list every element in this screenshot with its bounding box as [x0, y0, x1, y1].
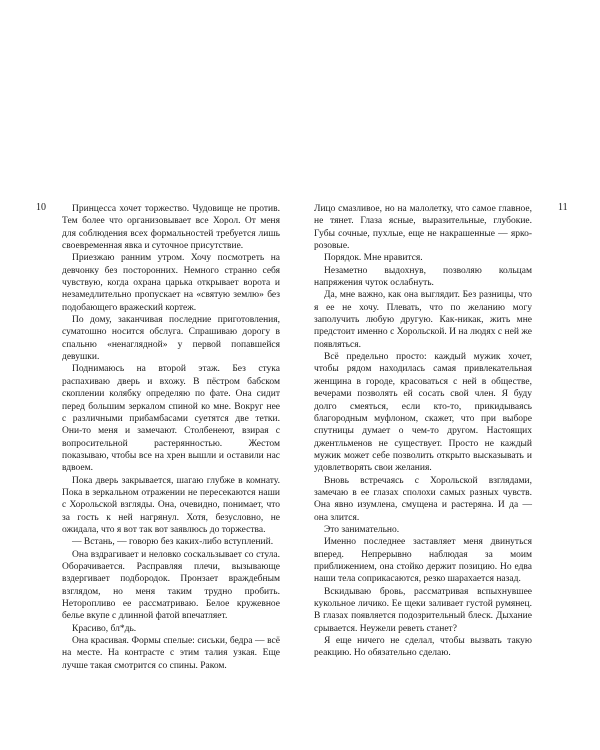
paragraph: Да, мне важно, как она выглядит. Без разницы, что я ее не хочу. Плевать, что по желанию могу заполучить любую другую. Как-никак, жить мне предстоит именно с Хорольской. И на людях с ней же появляться.: [314, 290, 532, 350]
paragraph: По дому, заканчивая последние приготовления, суматошно носится обслуга. Спрашиваю дорогу в спальню «ненаглядной» у первой попавшейся девушки.: [62, 315, 280, 363]
left-page-text: [62, 203, 280, 672]
paragraph: Всё предельно просто: каждый мужик хочет, чтобы рядом находилась самая привлекательная женщина в городе, красоваться с ней в обществе, вечерами позволять ей сосать свой член. Я буду долго смеяться, если кто-то, прикидываясь благородным муфлоном, скажет, что при выборе спутницы думает о чем-то другом. Настоящих джентльменов не существует. Просто не каждый мужик может себе позволить открыто высказывать и удовлетворять свои желания.: [314, 352, 532, 474]
paragraph: Я еще ничего не сделал, чтобы вызвать такую реакцию. Но обязательно сделаю.: [314, 636, 532, 659]
paragraph: Порядок. Мне нравится.: [324, 253, 423, 264]
paragraph: Именно последнее заставляет меня двинуться вперед. Непрерывно наблюдая за моим приближением, она стойко держит позицию. Но едва наши тела соприкасаются, резко шарахается назад.: [314, 537, 532, 585]
paragraph: Приезжаю ранним утром. Хочу посмотреть на девчонку без посторонних. Немного странно себя чувствую, когда охрана царька открывает ворота и незамедлительно пропускает на «святую землю» без подобающего вражеский кортеж.: [62, 253, 280, 313]
paragraph: Красиво, бл*дь.: [72, 623, 137, 634]
paragraph: Поднимаюсь на второй этаж. Без стука распахиваю дверь и вхожу. В пёстром бабском скоплении колябку определяю по фате. Она сидит перед большим зеркалом спиной ко мне. Вокруг нее с различными прибамбасами суетятся две тетки. Они-то меня и замечают. Столбенеют, взирая с вопросительной растерянностью. Жестом показываю, чтобы все на хрен вышли и оставили нас вдвоем.: [62, 364, 280, 474]
paragraph: Она красивая. Формы спелые: сиськи, бедра — всё на месте. На контрасте с этим талия узкая. Еще лучше такая смотрится со спины. Раком.: [62, 636, 280, 671]
paragraph: Принцесса хочет торжество. Чудовище не против. Тем более что организовывает все Хорол. От меня для соблюдения всех формальностей требуется лишь своевременная явка и суточное присутствие.: [62, 204, 280, 252]
page-number-left: 10: [36, 202, 46, 213]
paragraph: Вновь встречаясь с Хорольской взглядами, замечаю в ее глазах сполохи самых разных чувств. Она явно изумлена, смущена и растеряна. И да — она злится.: [314, 475, 532, 523]
paragraph: Лицо смазливое, но на малолетку, что самое главное, не тянет. Глаза ясные, выразительные, глубокие. Губы сочные, пухлые, еще не накрашенные — ярко-розовые.: [314, 204, 532, 252]
paragraph: Незаметно выдохнув, позволяю кольцам напряжения чуток ослабнуть.: [314, 265, 532, 289]
paragraph: Это занимательно.: [324, 524, 400, 535]
paragraph: — Встань, — говорю без каких-либо вступлений.: [72, 537, 274, 548]
paragraph: Пока дверь закрывается, шагаю глубже в комнату. Пока в зеркальном отражении не пересекаются наши с Хорольской взгляды. Она, очевидно, понимает, что за гость к ней нагрянул. Хотя, безусловно, не ожидала, что я вот так вот заявлюсь до торжества.: [62, 475, 280, 535]
paragraph: Вскидываю бровь, рассматривая вспыхнувшее кукольное личико. Ее щеки заливает густой румянец. В глазах появляется подозрительный блеск. Дыхание срывается. Неужели реветь станет?: [314, 586, 532, 634]
right-page-text: [314, 203, 532, 660]
page-number-right: 11: [558, 202, 568, 213]
paragraph: Она вздрагивает и неловко соскальзывает со стула. Оборачивается. Расправляя плечи, вызывающе вздергивает подбородок. Пронзает враждебным взглядом, но меня таким трудно пробить. Неторопливо ее рассматриваю. Белое кружевное белье вкупе с длинной фатой впечатляет.: [62, 549, 280, 622]
